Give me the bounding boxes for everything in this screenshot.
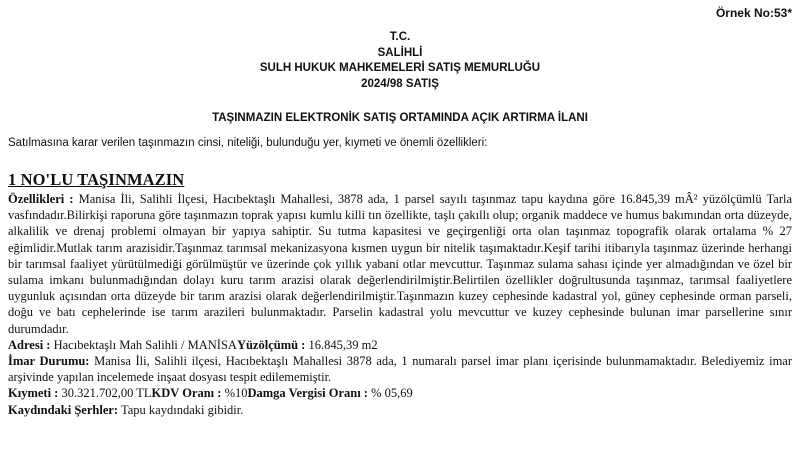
header-office: SULH HUKUK MAHKEMELERİ SATIŞ MEMURLUĞU [259, 62, 541, 74]
imar-label: İmar Durumu: [8, 354, 90, 369]
kiymeti-label: Kıymeti : [8, 386, 59, 401]
ozellikleri-label: Özellikleri : [8, 192, 74, 206]
property-section-title: 1 NO'LU TAŞINMAZIN [8, 170, 185, 189]
kdv-value: %10 [224, 386, 248, 401]
imar-paragraph [8, 353, 792, 385]
kdv-label: KDV Oranı : [151, 386, 222, 401]
adresi-label: Adresi : [8, 337, 51, 352]
ozellikleri-paragraph [8, 191, 792, 337]
adresi-value: Hacıbektaşlı Mah Salihli / MANİSA [53, 337, 237, 352]
serhler-value: Tapu kaydındaki gibidir. [121, 402, 244, 417]
adresi-line [8, 337, 792, 353]
header-country: T.C. [389, 31, 411, 43]
court-header [0, 30, 800, 92]
ozellikleri-text: Manisa İli, Salihli İlçesi, Hacıbektaşlı Mahallesi, 3878 ada, 1 parsel sayılı taşınmaz tapu kaydına göre 16.845,39 mÂ² yüzölçümlü Tarla vasfındadır.Bilirkişi raporuna göre taşınmazın toprak yapısı kumlu killi tın özellikte, taşlı çakıllı olup; organik maddece ve humus bakımından orta düzeyde, alkalilik ve drenaj problemi olmayan bir yapıya sahiptir. Su tutma kapasitesi ve geçirgenliği orta olan taşınmaz topografik olarak ortalama % 27 eğimlidir.Mutlak tarım arazisidir.Taşınmaz tarımsal mekanizasyona kısmen uygun bir nitelik taşımaktadır.Keşif tarihi itibarıyla taşınmaz üzerinde herhangi bir tarımsal faaliyet yürütülmediği görülmüştür ve üzerinde çok yıllık yabani otlar mevcuttur. Taşınmaz sulama sahası içinde yer almadığından ve özel bir sulama imkanı bulunmadığından dolayı kuru tarım arazisi olarak değerlendirilmiştir.Belirtilen özellikler doğrultusunda taşınmaz, tarımsal faaliyetlere uygunluk açısından orta düzeyde bir tarım arazisi olarak değerlendirilmiştir.Taşınmazın kuzey cephesinde kadastral yol, güney cephesinde orman parseli, doğu ve batı cephelerinde ise tarım arazileri bulunmaktadır. Parselin kadastral yolu mevcuttur ve kuzey cephesinde bulunan imar parsellerine sınır durumdadır. [8, 192, 793, 336]
kiymeti-line [8, 385, 792, 401]
imar-text: Manisa İli, Salihli ilçesi, Hacıbektaşlı Mahallesi 3878 ada, 1 numaralı parsel imar planı içerisinde bulunmamaktadır. Belediyemiz imar arşivinde yapılan incelemede inşaat dosyası tespit edilememiştir. [8, 354, 793, 385]
kiymeti-value: 30.321.702,00 TL [61, 386, 152, 401]
header-file-number: 2024/98 SATIŞ [361, 77, 439, 90]
property-details [8, 191, 792, 418]
yuzolcumu-label: Yüzölçümü : [236, 337, 306, 352]
serhler-line [8, 402, 792, 418]
damga-label: Damga Vergisi Oranı : [247, 386, 368, 401]
ornek-number: Örnek No:53* [715, 6, 792, 20]
damga-value: % 05,69 [371, 386, 413, 401]
serhler-label: Kaydındaki Şerhler: [8, 402, 119, 417]
intro-text: Satılmasına karar verilen taşınmazın cinsi, niteliği, bulunduğu yer, kıymeti ve önemli özellikleri: [8, 137, 488, 149]
header-district: SALİHLİ [377, 46, 423, 59]
yuzolcumu-value: 16.845,39 m2 [308, 337, 378, 352]
notice-title: TAŞINMAZIN ELEKTRONİK SATIŞ ORTAMINDA AÇIK ARTIRMA İLANI [212, 112, 588, 124]
